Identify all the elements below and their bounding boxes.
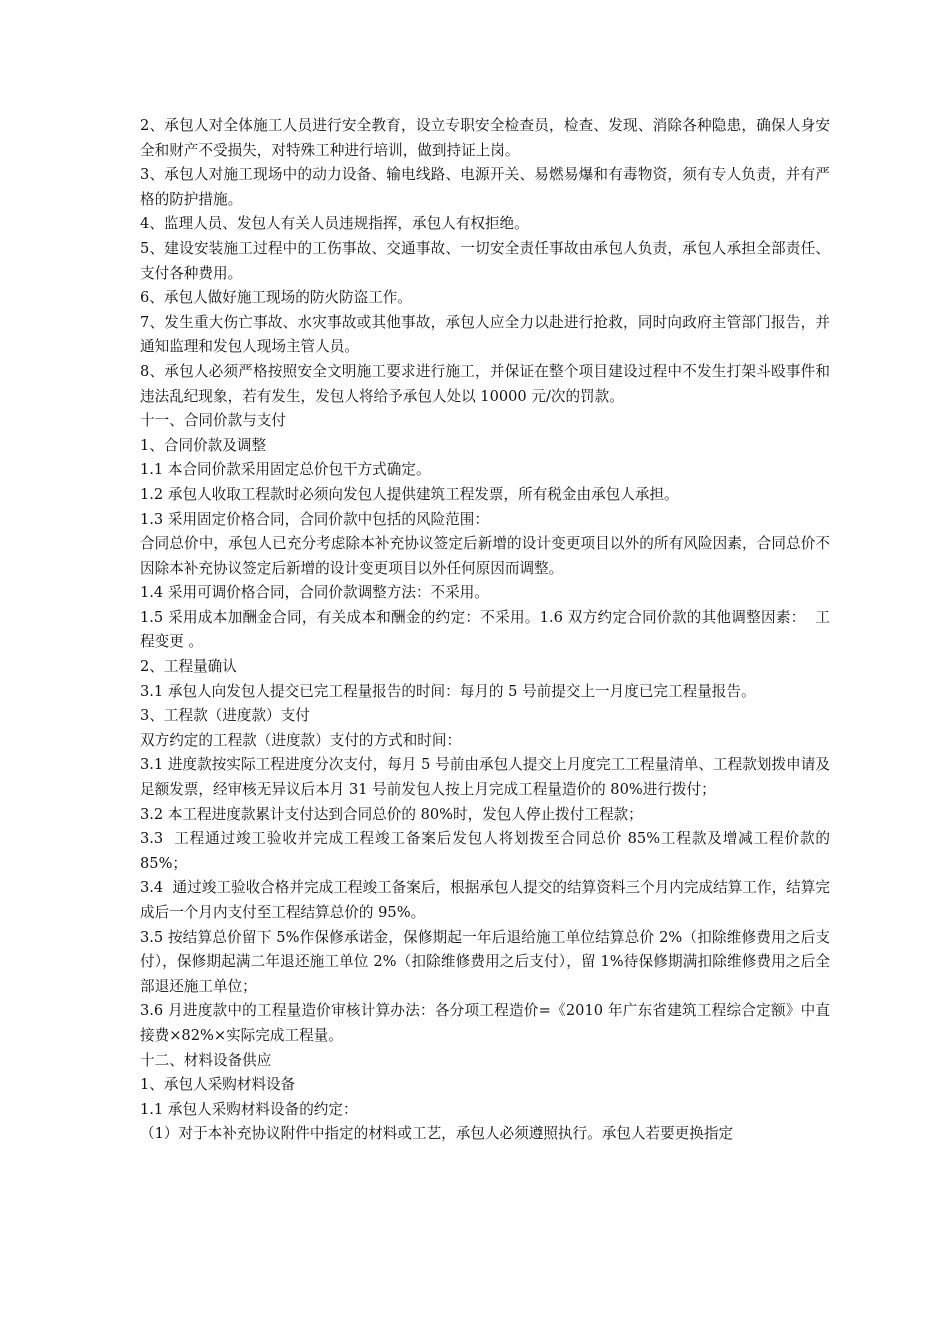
paragraph: 1.1 承包人采购材料设备的约定： <box>140 1100 358 1118</box>
paragraph: 2、承包人对全体施工人员进行安全教育，设立专职安全检查员，检查、发现、消除各种隐患，确保人身安全和财产不受损失，对特殊工种进行培训，做到持证上岗。 <box>140 117 830 159</box>
paragraph: 3.4 通过竣工验收合格并完成工程竣工备案后，根据承包人提交的结算资料三个月内完成结算工作，结算完成后一个月内支付至工程结算总价的 95%。 <box>140 879 830 921</box>
paragraph: 3.2 本工程进度款累计支付达到合同总价的 80%时，发包人停止拨付工程款； <box>140 805 643 823</box>
paragraph: （1）对于本补充协议附件中指定的材料或工艺，承包人必须遵照执行。承包人若要更换指定 <box>140 1125 734 1143</box>
paragraph: 1.5 采用成本加酬金合同，有关成本和酬金的约定：不采用。1.6 双方约定合同价款的其他调整因素： 工程变更 。 <box>140 608 830 651</box>
paragraph: 3.5 按结算总价留下 5%作保修承诺金，保修期起一年后退给施工单位结算总价 2%（扣除维修费用之后支付），保修期起满二年退还施工单位 2%（扣除维修费用之后支付），留 1%待保修期满扣除维修费用之后全部退还施工单位； <box>140 928 830 995</box>
paragraph: 3.6 月进度款中的工程量造价审核计算办法：各分项工程造价=《2010 年广东省建筑工程综合定额》中直接费×82%×实际完成工程量。 <box>140 1002 830 1044</box>
paragraph: 6、承包人做好施工现场的防火防盗工作。 <box>140 289 412 307</box>
paragraph: 合同总价中，承包人已充分考虑除本补充协议签定后新增的设计变更项目以外的所有风险因素，合同总价不因除本补充协议签定后新增的设计变更项目以外任何原因而调整。 <box>140 535 830 577</box>
subsection-heading: 1、承包人采购材料设备 <box>140 1076 296 1094</box>
paragraph: 1.2 承包人收取工程款时必须向发包人提供建筑工程发票，所有税金由承包人承担。 <box>140 485 679 503</box>
paragraph: 1.1 本合同价款采用固定总价包干方式确定。 <box>140 461 431 479</box>
paragraph: 双方约定的工程款（进度款）支付的方式和时间： <box>140 731 462 749</box>
paragraph: 3.1 承包人向发包人提交已完工程量报告的时间：每月的 5 号前提交上一月度已完工程量报告。 <box>140 682 756 700</box>
paragraph: 1.3 采用固定价格合同，合同价款中包括的风险范围： <box>140 510 489 528</box>
paragraph: 1.4 采用可调价格合同，合同价款调整方法：不采用。 <box>140 584 489 602</box>
subsection-heading: 3、工程款（进度款）支付 <box>140 707 310 725</box>
section-heading: 十二、材料设备供应 <box>140 1051 272 1069</box>
paragraph: 8、承包人必须严格按照安全文明施工要求进行施工，并保证在整个项目建设过程中不发生打架斗殴事件和违法乱纪现象，若有发生，发包人将给予承包人处以 10000 元/次的罚款。 <box>140 362 830 405</box>
document-body <box>140 114 835 1147</box>
subsection-heading: 2、工程量确认 <box>140 658 237 676</box>
paragraph: 3.3 工程通过竣工验收并完成工程竣工备案后发包人将划拨至合同总价 85%工程款及增减工程价款的 85%； <box>140 830 835 872</box>
paragraph: 5、建设安装施工过程中的工伤事故、交通事故、一切安全责任事故由承包人负责，承包人承担全部责任、支付各种费用。 <box>140 239 830 282</box>
section-heading: 十一、合同价款与支付 <box>140 412 286 430</box>
paragraph: 4、监理人员、发包人有关人员违规指挥，承包人有权拒绝。 <box>140 215 529 233</box>
subsection-heading: 1、合同价款及调整 <box>140 436 267 454</box>
paragraph: 3、承包人对施工现场中的动力设备、输电线路、电源开关、易燃易爆和有毒物资，须有专人负责，并有严格的防护措施。 <box>140 166 830 208</box>
paragraph: 3.1 进度款按实际工程进度分次支付，每月 5 号前由承包人提交上月度完工工程量清单、工程款划拨申请及足额发票，经审核无异议后本月 31 号前发包人按上月完成工程量造价的 80%进行拨付； <box>140 756 830 799</box>
paragraph: 7、发生重大伤亡事故、水灾事故或其他事故，承包人应全力以赴进行抢救，同时向政府主管部门报告，并通知监理和发包人现场主管人员。 <box>140 313 830 356</box>
